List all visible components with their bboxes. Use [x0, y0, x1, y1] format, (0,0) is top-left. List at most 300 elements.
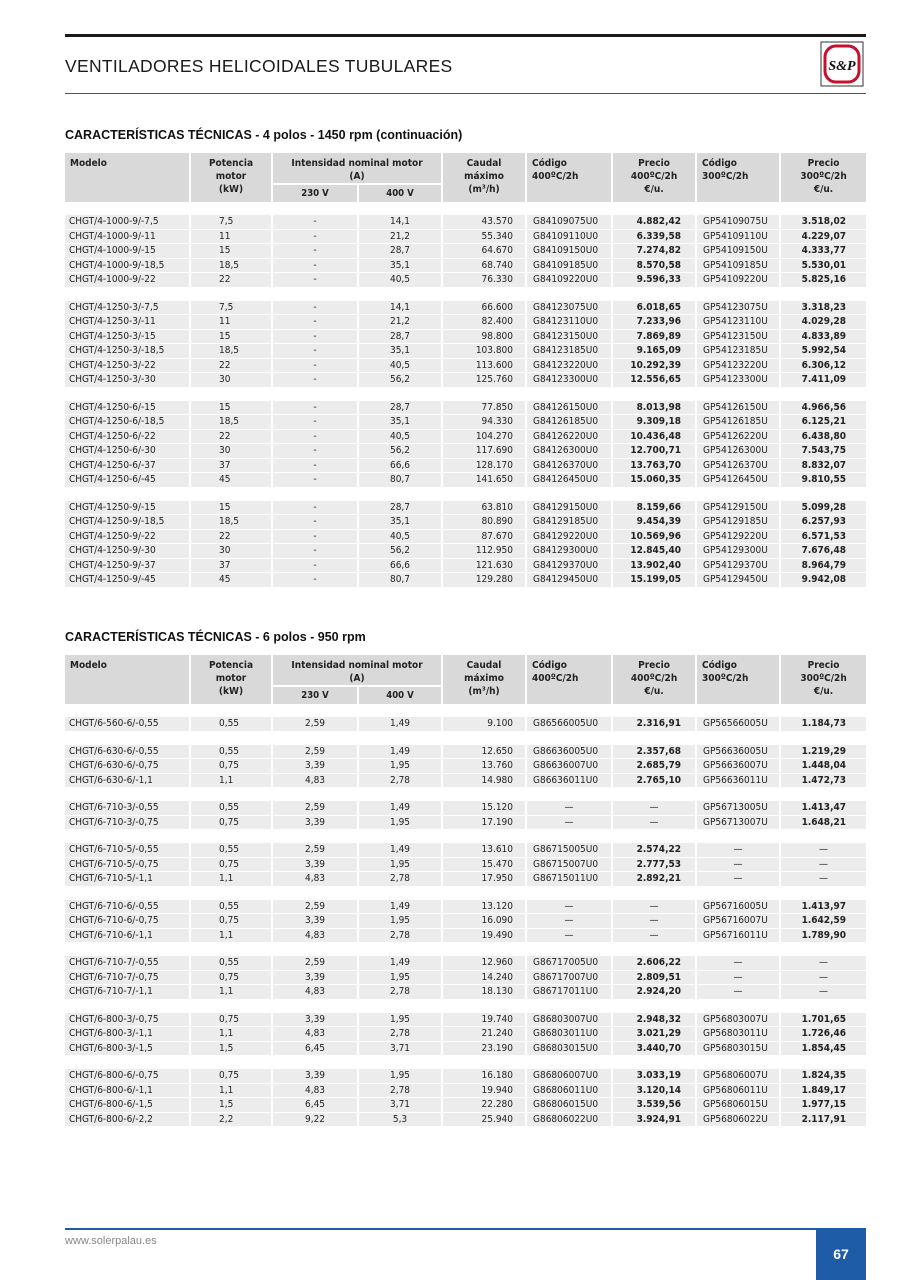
cell-230v: - — [272, 444, 358, 459]
table-row — [65, 1098, 866, 1113]
cell-caudal: 23.190 — [442, 1041, 526, 1056]
cell-caudal: 17.190 — [442, 815, 526, 830]
cell-caudal: 13.610 — [442, 843, 526, 857]
cell-potencia: 15 — [190, 501, 272, 515]
table-row — [65, 415, 866, 430]
cell-precio-300: 1.701,65 — [780, 1013, 866, 1027]
cell-codigo-400: G84126300U0 — [526, 444, 612, 459]
cell-precio-300: — — [780, 872, 866, 887]
cell-precio-400: 8.013,98 — [612, 401, 696, 415]
cell-400v: 35,1 — [358, 415, 442, 430]
group-spacer — [65, 943, 866, 957]
cell-precio-300: 1.413,97 — [780, 900, 866, 914]
col-intensidad — [272, 153, 442, 184]
cell-precio-300: 5.825,16 — [780, 273, 866, 288]
cell-230v: - — [272, 458, 358, 473]
cell-codigo-300: GP56803015U — [696, 1041, 780, 1056]
header-line: (m³/h) — [468, 686, 500, 697]
cell-caudal: 76.330 — [442, 273, 526, 288]
col-230v — [272, 686, 358, 704]
group-spacer — [65, 487, 866, 501]
cell-caudal: 121.630 — [442, 558, 526, 573]
cell-precio-300: 4.229,07 — [780, 229, 866, 244]
cell-caudal: 15.120 — [442, 801, 526, 815]
cell-codigo-300: GP56716007U — [696, 914, 780, 929]
cell-caudal: 13.120 — [442, 900, 526, 914]
header-line: Código — [532, 660, 567, 671]
cell-caudal: 66.600 — [442, 301, 526, 315]
cell-codigo-300: GP56803007U — [696, 1013, 780, 1027]
cell-caudal: 63.810 — [442, 501, 526, 515]
cell-codigo-300: GP54129150U — [696, 501, 780, 515]
cell-caudal: 19.740 — [442, 1013, 526, 1027]
cell-400v: 80,7 — [358, 473, 442, 488]
cell-precio-300: 5.099,28 — [780, 501, 866, 515]
cell-precio-300: 1.184,73 — [780, 717, 866, 731]
cell-230v: 6,45 — [272, 1041, 358, 1056]
cell-230v: 4,83 — [272, 1083, 358, 1098]
cell-400v: 1,49 — [358, 843, 442, 857]
cell-precio-400: 7.233,96 — [612, 315, 696, 330]
cell-modelo: CHGT/6-630-6/-1,1 — [65, 773, 190, 788]
cell-230v: 3,39 — [272, 857, 358, 872]
cell-codigo-300: — — [696, 970, 780, 985]
table-row — [65, 315, 866, 330]
logo-text: S&P — [828, 59, 856, 74]
cell-codigo-400: — — [526, 900, 612, 914]
cell-modelo: CHGT/4-1250-9/-30 — [65, 544, 190, 559]
cell-modelo: CHGT/6-630-6/-0,75 — [65, 759, 190, 774]
cell-400v: 1,95 — [358, 759, 442, 774]
header-line: 400ºC/2h — [630, 171, 678, 182]
header-line: 300ºC/2h — [702, 171, 749, 182]
cell-potencia: 15 — [190, 329, 272, 344]
cell-caudal: 55.340 — [442, 229, 526, 244]
cell-codigo-300: — — [696, 843, 780, 857]
cell-precio-300: 6.306,12 — [780, 358, 866, 373]
cell-400v: 5,3 — [358, 1112, 442, 1127]
cell-230v: 2,59 — [272, 717, 358, 731]
header-line: Caudal — [466, 158, 502, 169]
cell-caudal: 14.240 — [442, 970, 526, 985]
table-row — [65, 344, 866, 359]
header-line: Precio — [807, 158, 840, 169]
cell-precio-400: — — [612, 900, 696, 914]
cell-precio-400: 2.924,20 — [612, 985, 696, 1000]
spacer-cell — [65, 1056, 866, 1070]
cell-400v: 1,49 — [358, 900, 442, 914]
cell-precio-300: 6.125,21 — [780, 415, 866, 430]
cell-caudal: 128.170 — [442, 458, 526, 473]
cell-caudal: 25.940 — [442, 1112, 526, 1127]
title-rule — [65, 93, 866, 94]
cell-caudal: 112.950 — [442, 544, 526, 559]
cell-caudal: 43.570 — [442, 215, 526, 229]
group-spacer — [65, 387, 866, 401]
cell-potencia: 30 — [190, 544, 272, 559]
table-row — [65, 759, 866, 774]
spacer-cell — [65, 731, 866, 745]
table-row — [65, 1041, 866, 1056]
cell-precio-400: 2.948,32 — [612, 1013, 696, 1027]
cell-precio-400: — — [612, 914, 696, 929]
cell-codigo-400: G86806007U0 — [526, 1069, 612, 1083]
cell-modelo: CHGT/4-1250-3/-18,5 — [65, 344, 190, 359]
cell-230v: - — [272, 401, 358, 415]
cell-potencia: 30 — [190, 444, 272, 459]
cell-potencia: 18,5 — [190, 515, 272, 530]
cell-400v: 56,2 — [358, 373, 442, 388]
cell-potencia: 0,55 — [190, 745, 272, 759]
cell-potencia: 0,75 — [190, 1069, 272, 1083]
table-row — [65, 985, 866, 1000]
header-line: Potencia — [208, 660, 254, 671]
cell-400v: 2,78 — [358, 872, 442, 887]
cell-modelo: CHGT/6-710-6/-0,55 — [65, 900, 190, 914]
cell-potencia: 11 — [190, 229, 272, 244]
cell-400v: 66,6 — [358, 558, 442, 573]
cell-precio-300: 6.571,53 — [780, 529, 866, 544]
cell-potencia: 1,1 — [190, 773, 272, 788]
cell-codigo-300: GP54123220U — [696, 358, 780, 373]
cell-caudal: 16.180 — [442, 1069, 526, 1083]
header-line: Código — [532, 158, 567, 169]
cell-caudal: 87.670 — [442, 529, 526, 544]
table-row — [65, 1013, 866, 1027]
cell-230v: - — [272, 301, 358, 315]
cell-modelo: CHGT/6-710-5/-0,55 — [65, 843, 190, 857]
cell-caudal: 141.650 — [442, 473, 526, 488]
cell-230v: - — [272, 344, 358, 359]
cell-codigo-400: G84129450U0 — [526, 573, 612, 588]
table-row — [65, 815, 866, 830]
cell-precio-400: 3.924,91 — [612, 1112, 696, 1127]
table-row — [65, 444, 866, 459]
spacer-cell — [65, 943, 866, 957]
cell-codigo-400: G84126185U0 — [526, 415, 612, 430]
cell-400v: 21,2 — [358, 229, 442, 244]
cell-potencia: 0,55 — [190, 956, 272, 970]
col-intensidad — [272, 655, 442, 686]
table-row — [65, 244, 866, 259]
header-line: 300ºC/2h — [800, 673, 847, 684]
cell-codigo-300: GP56806022U — [696, 1112, 780, 1127]
cell-precio-400: 3.021,29 — [612, 1027, 696, 1042]
table-row — [65, 529, 866, 544]
cell-modelo: CHGT/6-800-3/-0,75 — [65, 1013, 190, 1027]
cell-codigo-300: GP56806011U — [696, 1083, 780, 1098]
cell-modelo: CHGT/4-1250-9/-22 — [65, 529, 190, 544]
cell-400v: 1,49 — [358, 956, 442, 970]
col-caudal — [442, 655, 526, 704]
table-row — [65, 956, 866, 970]
cell-precio-300: 1.219,29 — [780, 745, 866, 759]
cell-precio-400: 15.199,05 — [612, 573, 696, 588]
cell-400v: 40,5 — [358, 358, 442, 373]
cell-modelo: CHGT/4-1250-9/-18,5 — [65, 515, 190, 530]
group-spacer — [65, 731, 866, 745]
spacer-cell — [65, 830, 866, 844]
footer-url[interactable]: www.solerpalau.es — [65, 1235, 157, 1247]
table-row — [65, 301, 866, 315]
cell-230v: - — [272, 215, 358, 229]
cell-potencia: 22 — [190, 358, 272, 373]
cell-400v: 1,49 — [358, 717, 442, 731]
cell-precio-300: 1.789,90 — [780, 928, 866, 943]
cell-codigo-400: G86636005U0 — [526, 745, 612, 759]
cell-precio-400: 13.902,40 — [612, 558, 696, 573]
table-row — [65, 773, 866, 788]
cell-codigo-400: G86566005U0 — [526, 717, 612, 731]
table-row — [65, 717, 866, 731]
cell-modelo: CHGT/4-1250-6/-45 — [65, 473, 190, 488]
cell-modelo: CHGT/4-1250-6/-30 — [65, 444, 190, 459]
cell-codigo-400: G84109075U0 — [526, 215, 612, 229]
cell-potencia: 1,5 — [190, 1098, 272, 1113]
cell-caudal: 80.890 — [442, 515, 526, 530]
table-row — [65, 857, 866, 872]
cell-modelo: CHGT/6-710-3/-0,55 — [65, 801, 190, 815]
cell-precio-400: 12.845,40 — [612, 544, 696, 559]
cell-400v: 1,95 — [358, 970, 442, 985]
cell-precio-400: 8.159,66 — [612, 501, 696, 515]
table-row — [65, 558, 866, 573]
cell-precio-400: 2.892,21 — [612, 872, 696, 887]
cell-modelo: CHGT/4-1250-6/-18,5 — [65, 415, 190, 430]
cell-modelo: CHGT/6-710-7/-0,75 — [65, 970, 190, 985]
cell-230v: 6,45 — [272, 1098, 358, 1113]
cell-modelo: CHGT/6-710-5/-1,1 — [65, 872, 190, 887]
header-line: máximo — [464, 171, 504, 182]
table-row — [65, 900, 866, 914]
cell-400v: 35,1 — [358, 515, 442, 530]
header-line: Modelo — [70, 660, 107, 671]
cell-230v: - — [272, 244, 358, 259]
cell-400v: 56,2 — [358, 444, 442, 459]
header-line: 300ºC/2h — [800, 171, 847, 182]
cell-codigo-300: GP54129220U — [696, 529, 780, 544]
cell-potencia: 0,75 — [190, 857, 272, 872]
cell-precio-400: 2.777,53 — [612, 857, 696, 872]
spacer-cell — [65, 886, 866, 900]
group-spacer — [65, 287, 866, 301]
cell-potencia: 1,1 — [190, 985, 272, 1000]
cell-precio-300: 1.977,15 — [780, 1098, 866, 1113]
cell-potencia: 7,5 — [190, 301, 272, 315]
cell-codigo-300: GP56806007U — [696, 1069, 780, 1083]
cell-codigo-400: G86803011U0 — [526, 1027, 612, 1042]
cell-230v: - — [272, 573, 358, 588]
cell-codigo-300: GP54123185U — [696, 344, 780, 359]
cell-precio-400: 12.556,65 — [612, 373, 696, 388]
col-modelo — [65, 655, 190, 704]
cell-precio-300: 7.411,09 — [780, 373, 866, 388]
table-row — [65, 745, 866, 759]
cell-codigo-400: G84109185U0 — [526, 258, 612, 273]
cell-potencia: 1,5 — [190, 1041, 272, 1056]
cell-precio-400: — — [612, 928, 696, 943]
header-line: máximo — [464, 673, 504, 684]
cell-precio-400: 3.033,19 — [612, 1069, 696, 1083]
cell-precio-400: 7.274,82 — [612, 244, 696, 259]
header-line: €/u. — [813, 184, 834, 195]
cell-precio-400: 9.165,09 — [612, 344, 696, 359]
cell-caudal: 117.690 — [442, 444, 526, 459]
cell-codigo-400: G86803015U0 — [526, 1041, 612, 1056]
cell-caudal: 77.850 — [442, 401, 526, 415]
cell-potencia: 45 — [190, 473, 272, 488]
cell-caudal: 14.980 — [442, 773, 526, 788]
group-spacer — [65, 788, 866, 802]
cell-codigo-300: GP54109220U — [696, 273, 780, 288]
cell-precio-300: 3.318,23 — [780, 301, 866, 315]
cell-modelo: CHGT/6-800-3/-1,5 — [65, 1041, 190, 1056]
cell-codigo-300: GP56803011U — [696, 1027, 780, 1042]
cell-codigo-400: G84123300U0 — [526, 373, 612, 388]
cell-codigo-400: G84129220U0 — [526, 529, 612, 544]
cell-codigo-400: — — [526, 801, 612, 815]
cell-codigo-400: G84129150U0 — [526, 501, 612, 515]
cell-230v: 4,83 — [272, 928, 358, 943]
group-spacer — [65, 830, 866, 844]
cell-400v: 35,1 — [358, 344, 442, 359]
cell-potencia: 0,75 — [190, 815, 272, 830]
header-line: €/u. — [644, 686, 664, 697]
cell-400v: 56,2 — [358, 544, 442, 559]
cell-caudal: 21.240 — [442, 1027, 526, 1042]
cell-230v: 2,59 — [272, 900, 358, 914]
cell-potencia: 37 — [190, 458, 272, 473]
cell-230v: 2,59 — [272, 745, 358, 759]
cell-230v: - — [272, 473, 358, 488]
cell-precio-400: 10.436,48 — [612, 429, 696, 444]
cell-codigo-400: G86717005U0 — [526, 956, 612, 970]
cell-codigo-400: G86715005U0 — [526, 843, 612, 857]
cell-codigo-400: G84123185U0 — [526, 344, 612, 359]
col-potencia — [190, 655, 272, 704]
cell-modelo: CHGT/6-710-6/-0,75 — [65, 914, 190, 929]
cell-caudal: 64.670 — [442, 244, 526, 259]
cell-caudal: 13.760 — [442, 759, 526, 774]
cell-modelo: CHGT/4-1250-6/-22 — [65, 429, 190, 444]
cell-230v: - — [272, 358, 358, 373]
table-row — [65, 373, 866, 388]
cell-precio-300: 1.648,21 — [780, 815, 866, 830]
cell-codigo-300: — — [696, 985, 780, 1000]
cell-230v: - — [272, 315, 358, 330]
cell-230v: 4,83 — [272, 872, 358, 887]
cell-modelo: CHGT/4-1250-3/-15 — [65, 329, 190, 344]
cell-codigo-400: G84126150U0 — [526, 401, 612, 415]
cell-codigo-300: GP56806015U — [696, 1098, 780, 1113]
cell-precio-300: 9.942,08 — [780, 573, 866, 588]
cell-caudal: 15.470 — [442, 857, 526, 872]
header-line: motor — [215, 171, 247, 182]
cell-400v: 2,78 — [358, 985, 442, 1000]
cell-230v: 3,39 — [272, 1069, 358, 1083]
cell-codigo-300: GP54109150U — [696, 244, 780, 259]
col-precio-300 — [780, 153, 866, 202]
cell-codigo-300: GP54129370U — [696, 558, 780, 573]
cell-potencia: 2,2 — [190, 1112, 272, 1127]
cell-potencia: 18,5 — [190, 258, 272, 273]
cell-codigo-400: G86717011U0 — [526, 985, 612, 1000]
cell-codigo-400: — — [526, 914, 612, 929]
cell-modelo: CHGT/4-1250-9/-45 — [65, 573, 190, 588]
cell-potencia: 7,5 — [190, 215, 272, 229]
top-rule — [65, 34, 866, 37]
table-row — [65, 515, 866, 530]
col-codigo-400 — [526, 153, 612, 202]
cell-codigo-300: GP54109110U — [696, 229, 780, 244]
cell-caudal: 98.800 — [442, 329, 526, 344]
cell-precio-400: 9.596,33 — [612, 273, 696, 288]
cell-potencia: 30 — [190, 373, 272, 388]
col-precio-400 — [612, 153, 696, 202]
cell-230v: - — [272, 501, 358, 515]
col-codigo-300 — [696, 655, 780, 704]
cell-codigo-400: G86636007U0 — [526, 759, 612, 774]
cell-precio-300: 4.029,28 — [780, 315, 866, 330]
cell-codigo-300: GP54123150U — [696, 329, 780, 344]
cell-precio-300: 8.964,79 — [780, 558, 866, 573]
table-row — [65, 914, 866, 929]
cell-400v: 28,7 — [358, 401, 442, 415]
cell-caudal: 12.650 — [442, 745, 526, 759]
cell-modelo: CHGT/6-710-5/-0,75 — [65, 857, 190, 872]
table-row — [65, 273, 866, 288]
cell-precio-300: 3.518,02 — [780, 215, 866, 229]
header-line: 400ºC/2h — [532, 171, 579, 182]
table-row — [65, 229, 866, 244]
cell-precio-300: 6.438,80 — [780, 429, 866, 444]
cell-400v: 1,95 — [358, 914, 442, 929]
cell-potencia: 18,5 — [190, 415, 272, 430]
cell-precio-300: 4.333,77 — [780, 244, 866, 259]
cell-400v: 1,95 — [358, 815, 442, 830]
table-row — [65, 1069, 866, 1083]
cell-codigo-300: GP56713005U — [696, 801, 780, 815]
cell-codigo-400: — — [526, 928, 612, 943]
cell-precio-300: 1.854,45 — [780, 1041, 866, 1056]
cell-codigo-300: GP54126150U — [696, 401, 780, 415]
cell-400v: 66,6 — [358, 458, 442, 473]
cell-400v: 40,5 — [358, 529, 442, 544]
header-line: Modelo — [70, 158, 107, 169]
cell-precio-300: 7.543,75 — [780, 444, 866, 459]
header-line: 300ºC/2h — [702, 673, 749, 684]
cell-caudal: 82.400 — [442, 315, 526, 330]
cell-modelo: CHGT/4-1250-3/-11 — [65, 315, 190, 330]
cell-precio-300: 4.966,56 — [780, 401, 866, 415]
cell-codigo-300: GP54126185U — [696, 415, 780, 430]
cell-400v: 40,5 — [358, 429, 442, 444]
cell-codigo-400: G86806022U0 — [526, 1112, 612, 1127]
cell-caudal: 19.490 — [442, 928, 526, 943]
cell-precio-400: 10.569,96 — [612, 529, 696, 544]
cell-codigo-300: GP56636011U — [696, 773, 780, 788]
cell-modelo: CHGT/4-1000-9/-7,5 — [65, 215, 190, 229]
cell-400v: 40,5 — [358, 273, 442, 288]
cell-codigo-400: G84129370U0 — [526, 558, 612, 573]
cell-precio-400: 4.882,42 — [612, 215, 696, 229]
table-row — [65, 358, 866, 373]
header-line: 400ºC/2h — [630, 673, 678, 684]
cell-caudal: 17.950 — [442, 872, 526, 887]
table-row — [65, 1112, 866, 1127]
cell-400v: 1,49 — [358, 801, 442, 815]
spec-table-4-polos — [65, 153, 866, 588]
